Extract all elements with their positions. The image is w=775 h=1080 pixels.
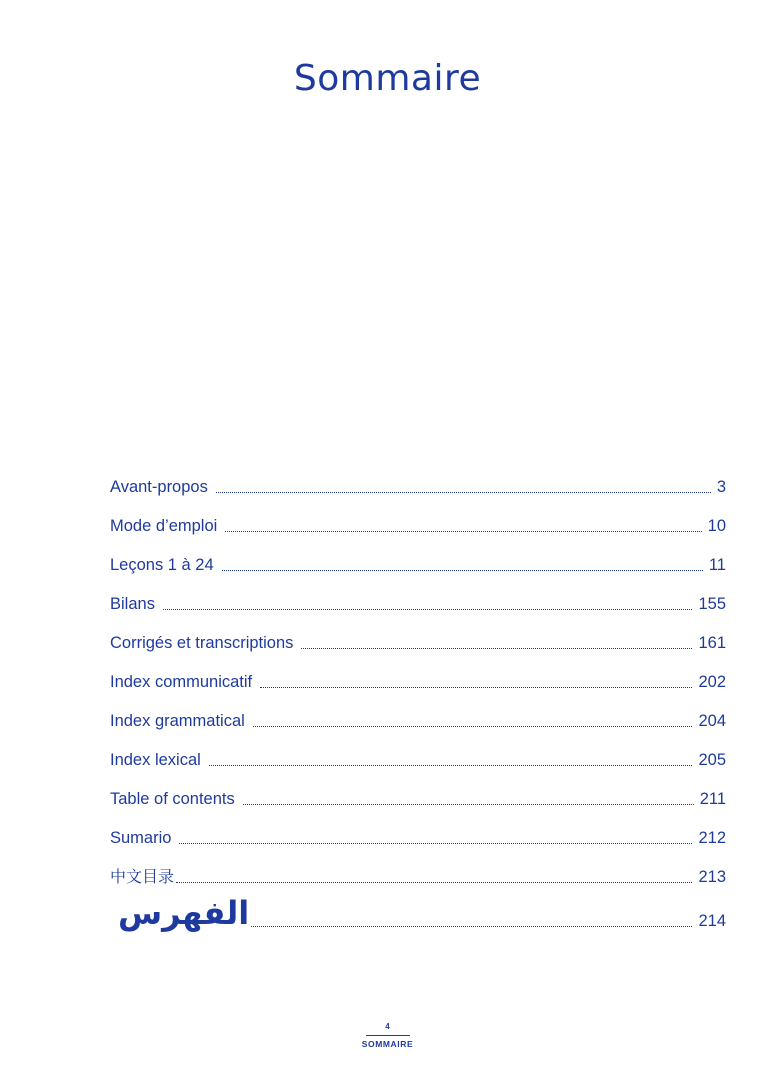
toc-entry-page: 155 [698,595,726,613]
toc-entry-avant-propos[interactable] [110,458,726,497]
dot-leader [163,609,693,610]
toc-entry-page: 213 [698,868,726,886]
toc-entry-page: 161 [698,634,726,652]
toc-entry-page: 10 [707,517,726,535]
toc-entry-chinese[interactable] [110,848,726,887]
dot-leader [209,765,693,766]
toc-entry-lecons[interactable] [110,536,726,575]
toc-entry-arabic[interactable] [110,887,726,931]
toc-entry-label: Index communicatif [110,673,253,691]
dot-leader [251,926,692,927]
toc-entry-label: Table of contents [110,790,235,808]
toc-entry-label: Bilans [110,595,155,613]
toc-entry-page: 212 [698,829,726,847]
toc-entry-page: 3 [716,478,726,496]
dot-leader [225,531,701,532]
toc-entry-label: 中文目录 [110,867,175,886]
page-title: Sommaire [293,58,482,99]
toc-entry-page: 211 [699,790,726,808]
toc-entry-page: 214 [698,912,726,930]
toc-entry-label: Leçons 1 à 24 [110,556,214,574]
dot-leader [222,570,703,571]
toc-entry-sumario[interactable] [110,809,726,848]
toc-entry-page: 11 [708,556,726,574]
toc-entry-corriges[interactable] [110,614,726,653]
toc-entry-label: Index grammatical [110,712,245,730]
dot-leader [216,492,711,493]
toc-entry-table-of-contents[interactable] [110,770,726,809]
toc-entry-label: Sumario [110,829,172,847]
dot-leader [176,882,692,883]
toc-entry-label: Corrigés et transcriptions [110,634,294,652]
footer-section-name: SOMMAIRE [361,1039,414,1049]
toc-entry-index-lexical[interactable] [110,731,726,770]
dot-leader [260,687,692,688]
footer-page-number: 4 [385,1022,390,1031]
toc-entry-page: 204 [698,712,726,730]
dot-leader [179,843,692,844]
dot-leader [301,648,692,649]
toc-entry-bilans[interactable] [110,575,726,614]
dot-leader [243,804,694,805]
toc-entry-page: 205 [698,751,726,769]
toc-entry-label: الفهرس [118,894,250,932]
toc-entry-index-communicatif[interactable] [110,653,726,692]
footer-divider [366,1035,410,1036]
toc-entry-mode-d-emploi[interactable] [110,497,726,536]
page-footer [0,1022,775,1049]
toc-entry-index-grammatical[interactable] [110,692,726,731]
toc-entry-label: Index lexical [110,751,201,769]
toc-entry-label: Mode d’emploi [110,517,218,535]
table-of-contents [110,458,726,931]
toc-entry-page: 202 [698,673,726,691]
dot-leader [253,726,693,727]
toc-entry-label: Avant-propos [110,478,208,496]
